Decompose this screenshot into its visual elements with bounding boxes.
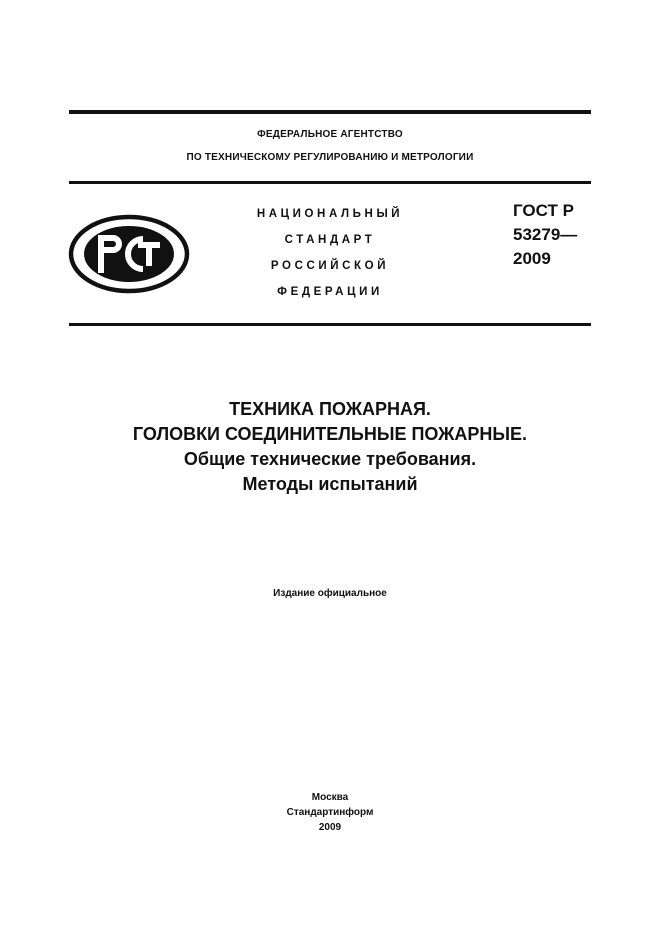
bottom-rule: [69, 323, 591, 326]
publisher-city: Москва: [311, 792, 349, 803]
title-line-1: ТЕХНИКА ПОЖАРНАЯ.: [229, 399, 431, 419]
title-line-4: Методы испытаний: [242, 474, 418, 494]
publisher-year: 2009: [318, 822, 342, 833]
agency-line-1: ФЕДЕРАЛЬНОЕ АГЕНТСТВО: [257, 129, 403, 140]
title-line-3: Общие технические требования.: [183, 449, 477, 469]
agency-line-2: ПО ТЕХНИЧЕСКОМУ РЕГУЛИРОВАНИЮ И МЕТРОЛОГИИ: [186, 152, 474, 163]
gost-designation: [513, 199, 603, 271]
publisher-name: Стандартинформ: [286, 807, 374, 818]
gost-line-2: 53279—: [513, 225, 578, 244]
national-standard-line-2: СТАНДАРТ: [284, 234, 376, 246]
title-line-2: ГОЛОВКИ СОЕДИНИТЕЛЬНЫЕ ПОЖАРНЫЕ.: [132, 424, 528, 444]
national-standard-line-3: РОССИЙСКОЙ: [270, 260, 390, 272]
national-standard-line-4: ФЕДЕРАЦИИ: [277, 286, 383, 298]
gost-line-1: ГОСТ Р: [513, 201, 574, 220]
rst-certification-mark-icon: [68, 214, 190, 294]
top-rule: [69, 110, 591, 114]
middle-rule: [69, 181, 591, 184]
national-standard-line-1: НАЦИОНАЛЬНЫЙ: [256, 208, 404, 220]
edition-label: Издание официальное: [273, 588, 387, 599]
gost-line-3: 2009: [513, 249, 551, 268]
